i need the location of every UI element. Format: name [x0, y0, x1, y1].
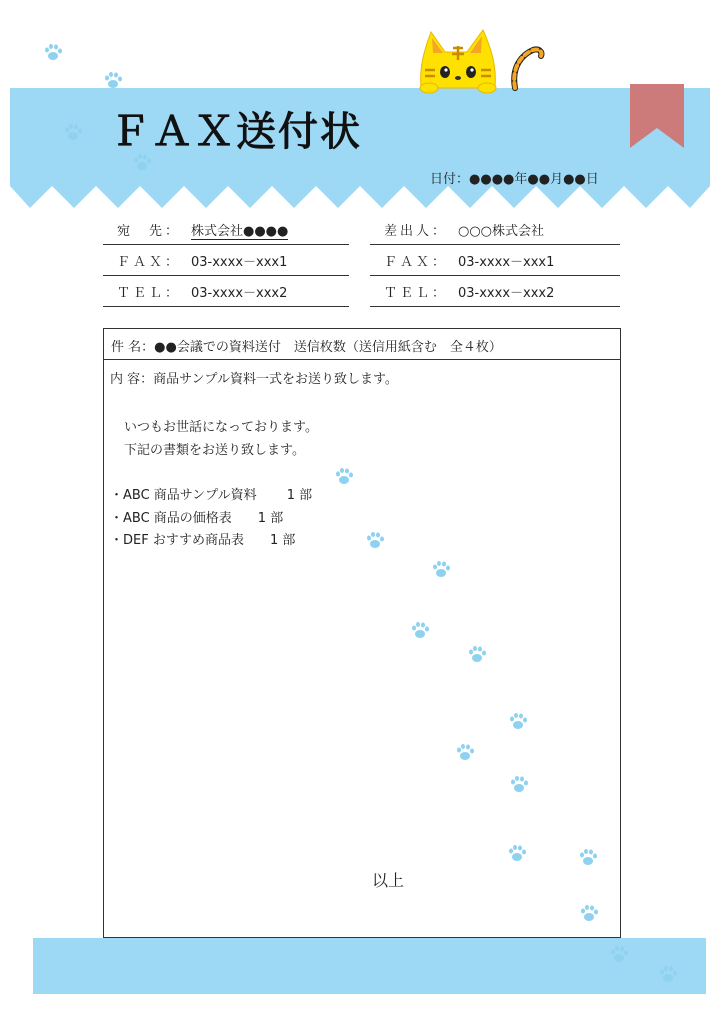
- subject-text: 件 名：●●会議での資料送付 送信枚数（送信用紙含む 全４枚）: [111, 340, 502, 355]
- closing-text: 以上: [372, 871, 405, 890]
- recipient-to-value: 株式会社●●●●: [191, 220, 288, 240]
- recipient-fax-label: ＦＡＸ：: [117, 255, 182, 270]
- paw-print-icon: [659, 966, 679, 984]
- sender-fax-value: 03-xxxx－xxx1: [458, 255, 555, 270]
- paw-print-icon: [432, 561, 452, 579]
- sender-tel-label: ＴＥＬ：: [384, 286, 449, 301]
- recipient-fax-value: 03-xxxx－xxx1: [191, 255, 288, 270]
- footer-band: [33, 938, 706, 994]
- date-line: [430, 168, 599, 187]
- paw-print-icon: [64, 124, 84, 142]
- document-item: ・ABC 商品の価格表 1 部: [110, 511, 284, 526]
- sender-fax-row: [370, 249, 620, 276]
- paw-print-icon: [509, 713, 529, 731]
- recipient-tel-label: ＴＥＬ：: [117, 286, 182, 301]
- sender-tel-row: [370, 280, 620, 307]
- recipient-tel-row: [103, 280, 349, 307]
- greeting-line: 下記の書類をお送り致します。: [124, 443, 305, 458]
- subject-row: [104, 329, 620, 360]
- paw-print-icon: [456, 744, 476, 762]
- recipient-tel-value: 03-xxxx－xxx2: [191, 286, 288, 301]
- paw-print-icon: [366, 532, 386, 550]
- paw-print-icon: [335, 468, 355, 486]
- paw-print-icon: [580, 905, 600, 923]
- bookmark-ribbon-icon: [630, 84, 686, 150]
- sender-from-label: 差出人：: [384, 224, 449, 239]
- date-value: ●●●●年●●月●●日: [469, 172, 599, 187]
- sender-from-row: [370, 218, 620, 245]
- paw-print-icon: [610, 946, 630, 964]
- sender-fax-label: ＦＡＸ：: [384, 255, 449, 270]
- paw-print-icon: [579, 849, 599, 867]
- page-title: ＦＡＸ送付状: [110, 109, 362, 155]
- document-item: ・DEF おすすめ商品表 1 部: [110, 533, 296, 548]
- recipient-fax-row: [103, 249, 349, 276]
- greeting-line: いつもお世話になっております。: [124, 420, 318, 435]
- paw-print-icon: [510, 776, 530, 794]
- recipient-to-label: 宛 先：: [117, 224, 182, 239]
- cat-icon: [415, 26, 550, 94]
- recipient-to-row: [103, 218, 349, 245]
- date-label: 日付：: [430, 172, 470, 187]
- sender-tel-value: 03-xxxx－xxx2: [458, 286, 555, 301]
- paw-print-icon: [104, 72, 124, 90]
- paw-print-icon: [44, 44, 64, 62]
- document-item: ・ABC 商品サンプル資料 1 部: [110, 488, 313, 503]
- paw-print-icon: [411, 622, 431, 640]
- paw-print-icon: [468, 646, 488, 664]
- paw-print-icon: [133, 154, 153, 172]
- content-heading: 内 容：商品サンプル資料一式をお送り致します。: [110, 372, 398, 387]
- paw-print-icon: [508, 845, 528, 863]
- sender-from-value: ○○○株式会社: [458, 224, 545, 239]
